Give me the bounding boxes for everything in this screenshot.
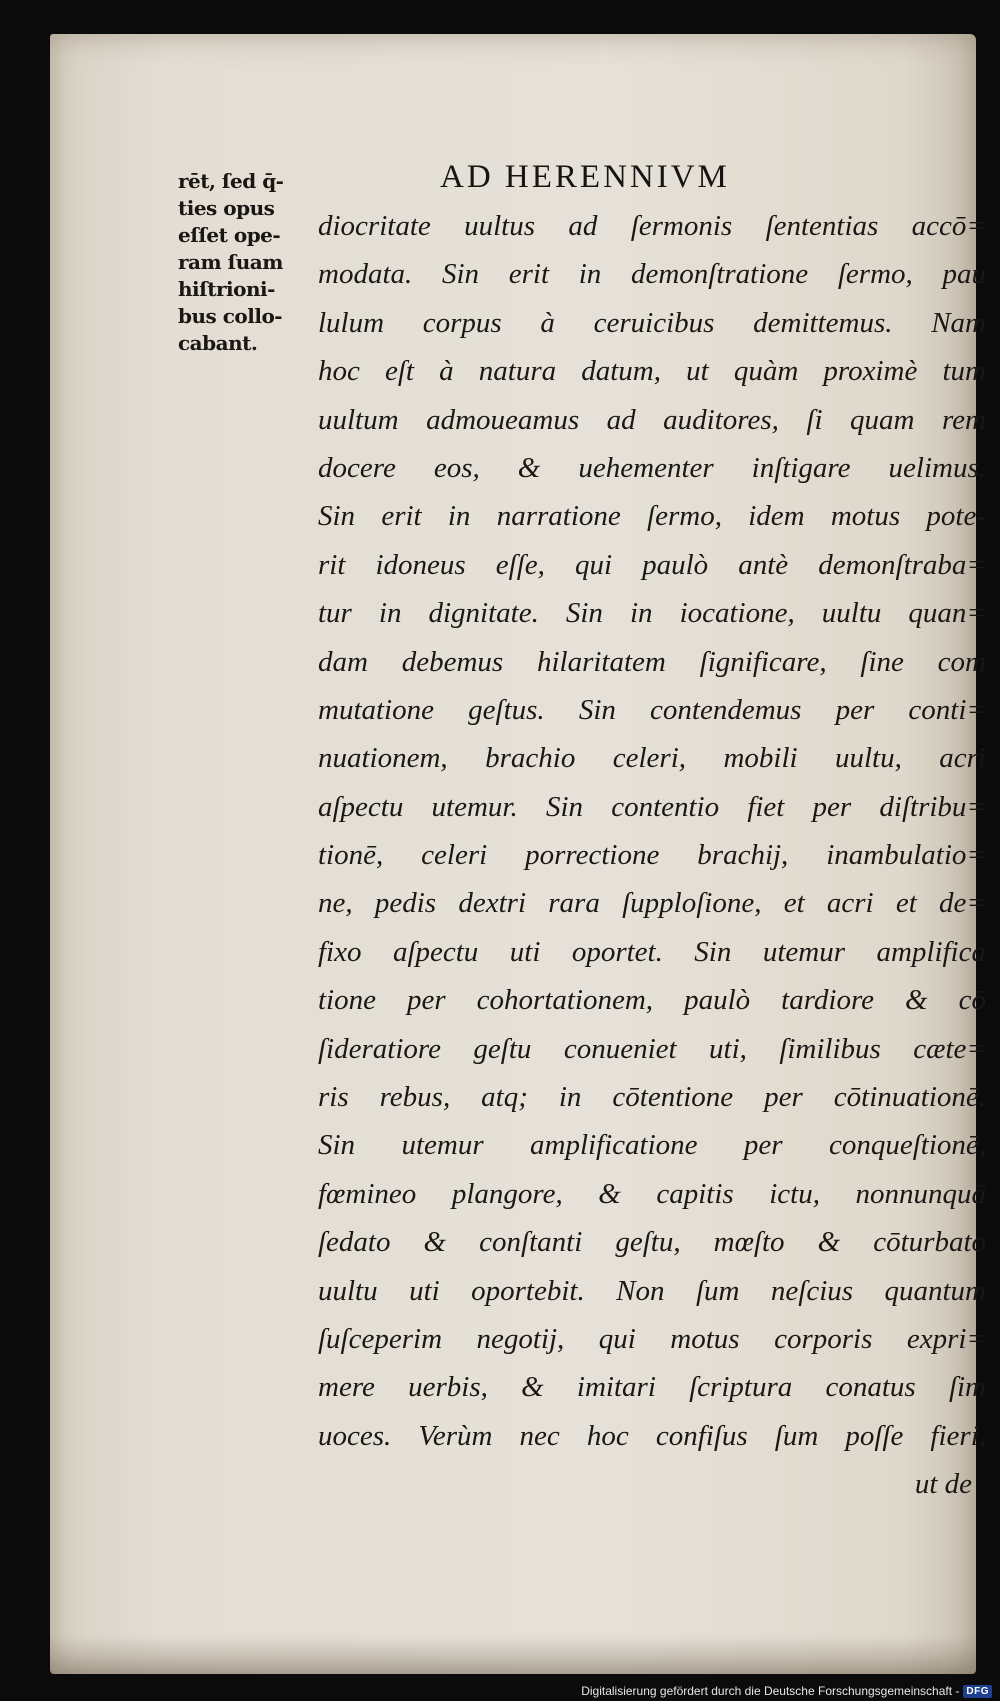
body-text	[318, 202, 986, 1509]
text-line: ne, pedis dextri rara ſupploſione, et acri et de=	[318, 887, 986, 920]
marginal-note-line: ram ſuam	[178, 250, 283, 274]
text-line: ſedato & conſtanti geſtu, mœſto & cōturbato	[318, 1226, 986, 1259]
text-line: tur in dignitate. Sin in iocatione, uultu quan=	[318, 597, 986, 630]
text-line: tione per cohortationem, paulò tardiore & cō	[318, 984, 986, 1017]
text-line: ſideratiore geſtu conueniet uti, ſimilibus cæte=	[318, 1032, 986, 1065]
text-line: Sin erit in narratione ſermo, idem motus pote-	[318, 500, 986, 533]
marginal-note-line: ties opus	[178, 196, 275, 220]
text-line: tionē, celeri porrectione brachij, inambulatio=	[318, 839, 986, 872]
running-head: AD HERENNIVM	[440, 159, 730, 195]
text-line: fixo aſpectu uti oportet. Sin utemur amplifica	[318, 935, 986, 968]
text-line: uultu uti oportebit. Non ſum neſcius quantum	[318, 1274, 986, 1307]
text-line: nuationem, brachio celeri, mobili uultu, acri	[318, 742, 986, 775]
catchword: ut de	[914, 1468, 972, 1501]
text-line: dam debemus hilaritatem ſignificare, ſine com	[318, 645, 986, 678]
dfg-logo-icon: DFG	[963, 1685, 992, 1698]
text-line: hoc eſt à natura datum, ut quàm proximè tum	[318, 355, 986, 388]
marginal-note	[178, 168, 318, 357]
text-line: lulum corpus à ceruicibus demittemus. Nam	[318, 306, 986, 339]
text-line: diocritate uultus ad ſermonis ſententias accō=	[318, 210, 986, 242]
text-line: uultum admoueamus ad auditores, ſi quam rem	[318, 403, 986, 436]
marginal-note-line: hiſtrioni-	[178, 277, 275, 301]
text-line: Sin utemur amplificatione per conqueſtionē,	[318, 1129, 986, 1162]
text-line: docere eos, & uehementer inſtigare uelimus.	[318, 451, 986, 484]
text-line: fœmineo plangore, & capitis ictu, nonnunquā	[318, 1177, 986, 1210]
marginal-note-line: rēt, ſed q̄-	[178, 169, 284, 193]
text-line: ris rebus, atq; in cōtentione per cōtinuationē.	[318, 1081, 986, 1114]
text-line: uoces. Verùm nec hoc confiſus ſum poſſe fieri,	[318, 1419, 986, 1452]
text-line: modata. Sin erit in demonſtratione ſermo, pau	[318, 258, 986, 291]
text-line: ſuſceperim negotij, qui motus corporis expri=	[318, 1322, 986, 1355]
footer-credit: Digitalisierung gefördert durch die Deutsche Forschungsgemeinschaft -	[581, 1684, 960, 1698]
marginal-note-line: eſſet ope-	[178, 223, 281, 247]
text-line: aſpectu utemur. Sin contentio fiet per diſtribu=	[318, 790, 986, 823]
marginal-note-line: cabant.	[178, 331, 258, 355]
text-line: rit idoneus eſſe, qui paulò antè demonſtraba=	[318, 548, 986, 581]
text-line: mere uerbis, & imitari ſcriptura conatus ſim	[318, 1371, 986, 1404]
book-page	[50, 34, 986, 1674]
digitization-footer	[581, 1684, 992, 1698]
text-line: mutatione geſtus. Sin contendemus per conti=	[318, 693, 986, 726]
marginal-note-line: bus collo-	[178, 304, 283, 328]
